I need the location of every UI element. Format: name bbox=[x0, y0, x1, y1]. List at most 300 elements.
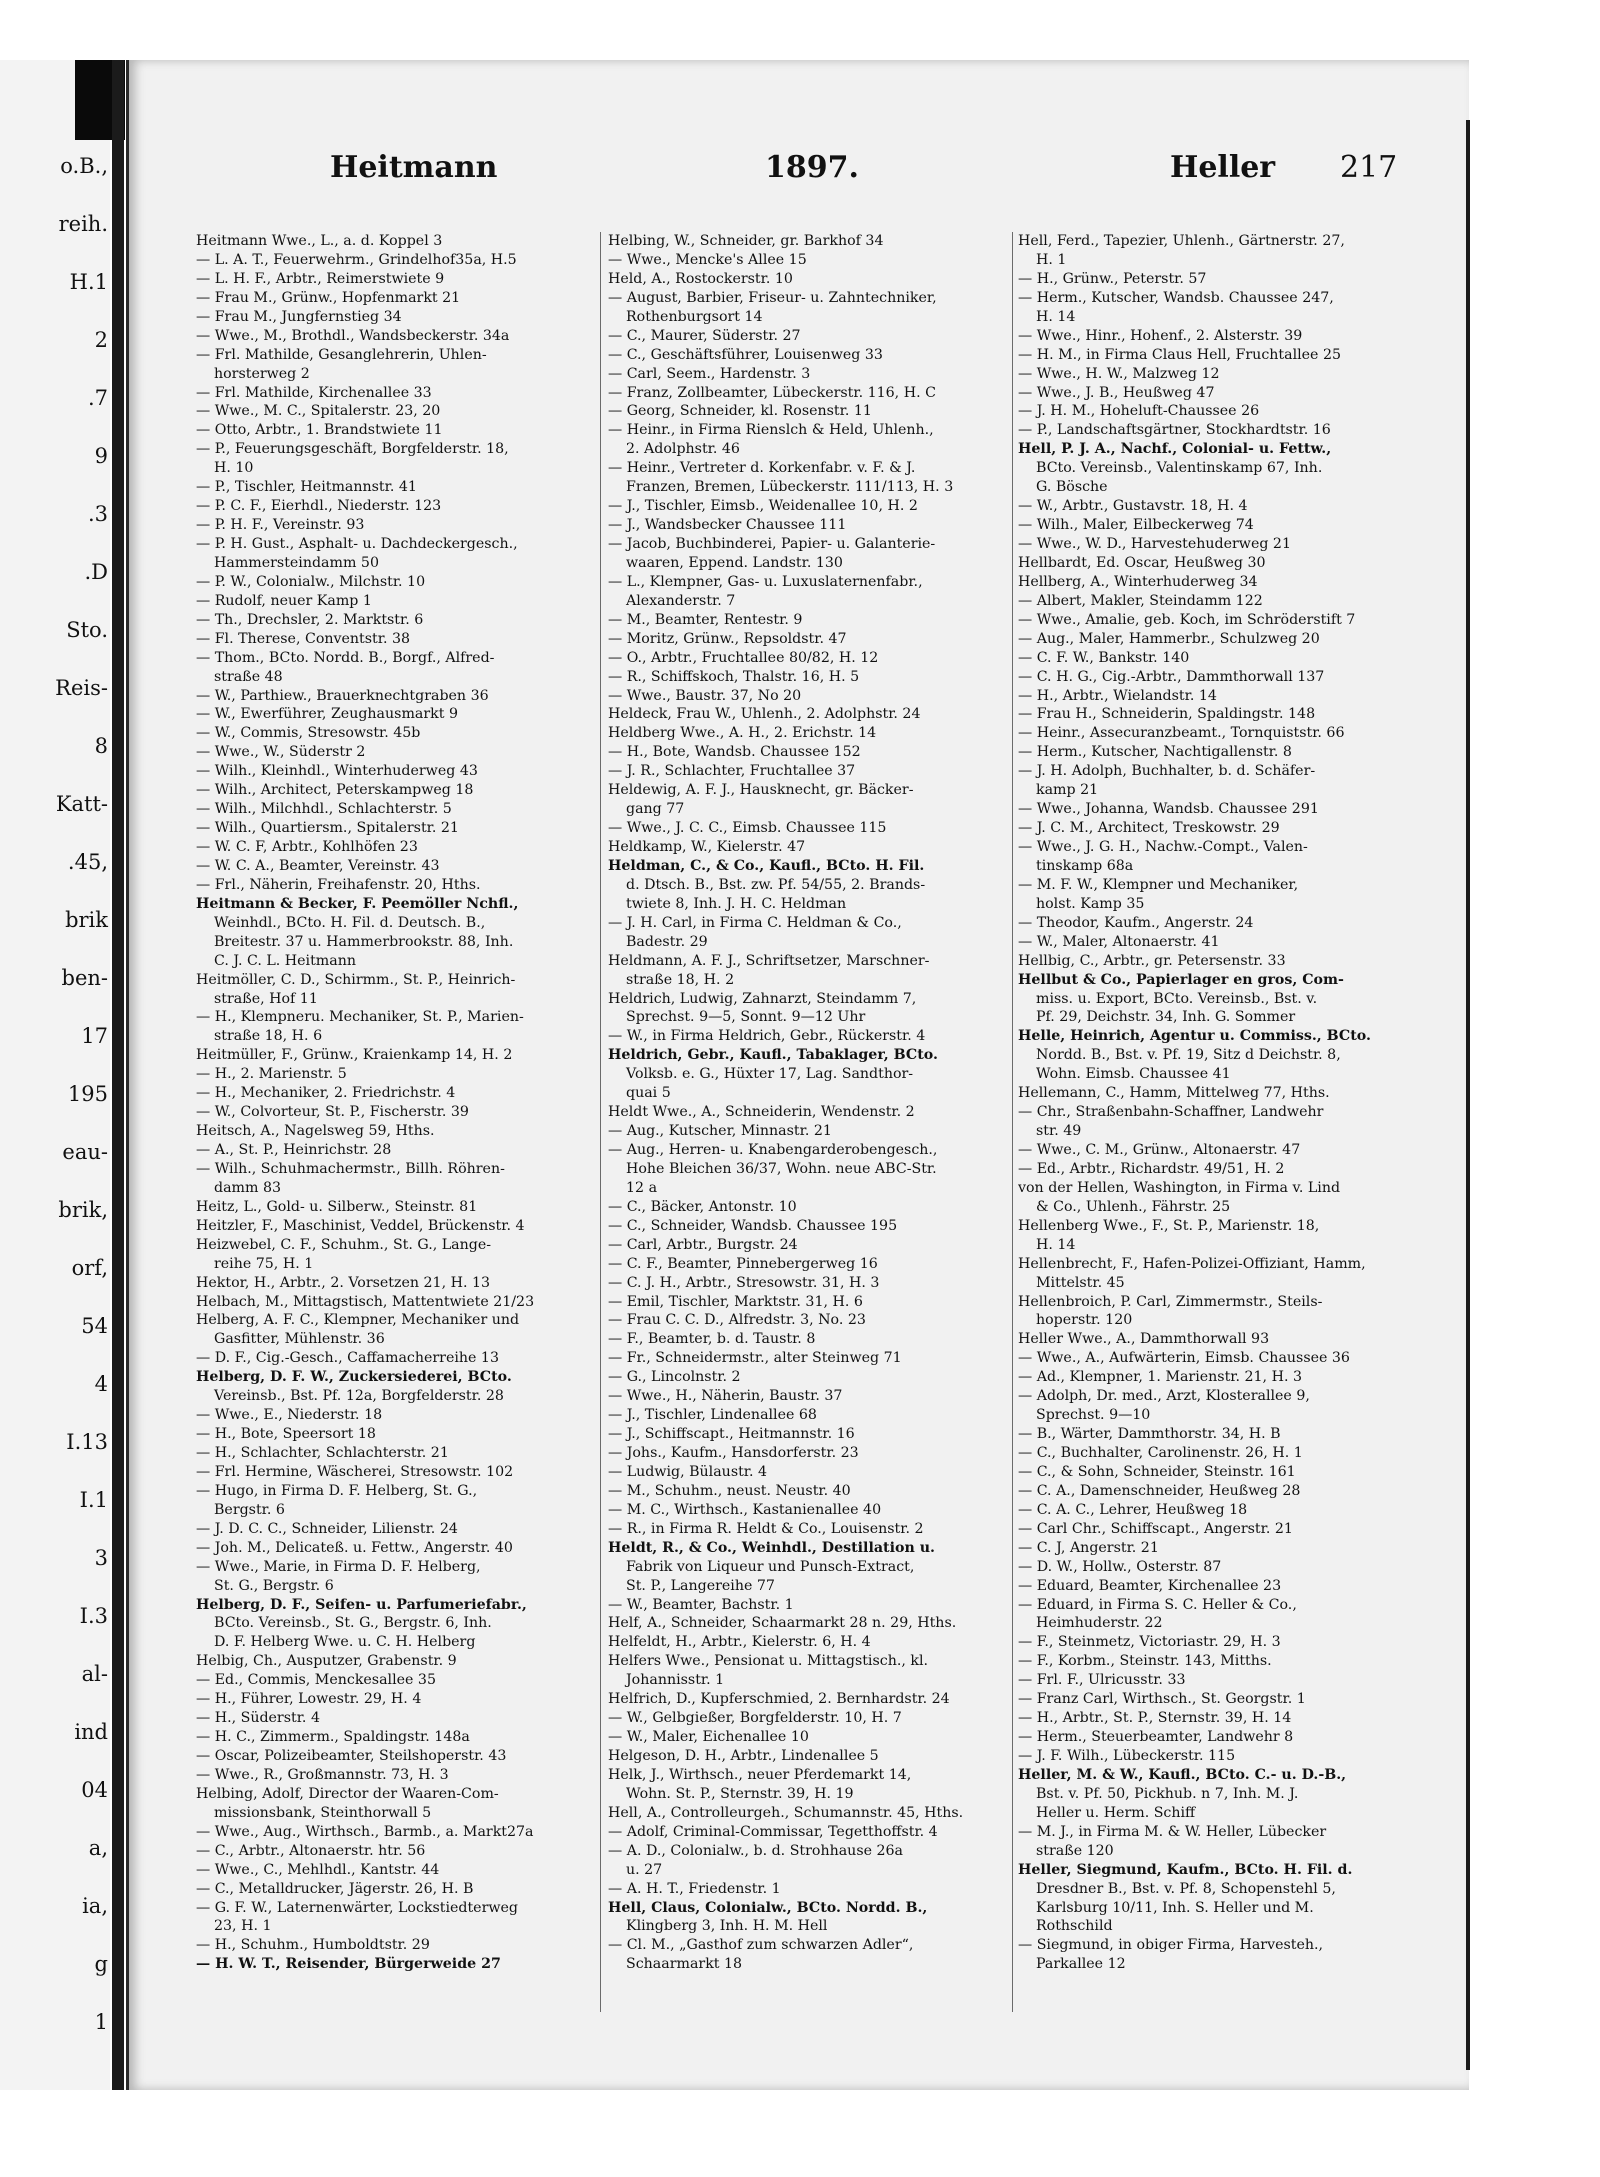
directory-entry-line: Karlsburg 10/11, Inh. S. Heller und M. bbox=[1036, 1899, 1314, 1916]
directory-entry-line: Volksb. e. G., Hüxter 17, Lag. Sandthor- bbox=[626, 1066, 914, 1083]
directory-entry-line: H. 10 bbox=[214, 460, 254, 477]
directory-entry-line: Sprechst. 9—10 bbox=[1036, 1407, 1151, 1424]
directory-entry-line: — Frl. Mathilde, Gesanglehrerin, Uhlen- bbox=[196, 346, 487, 363]
directory-entry-line: — Wwe., R., Großmannstr. 73, H. 3 bbox=[196, 1766, 449, 1783]
directory-entry-line: Helbach, M., Mittagstisch, Mattentwiete 21/23 bbox=[196, 1293, 535, 1310]
left-page-fragment bbox=[0, 60, 110, 2090]
directory-entry-line: — Th., Drechsler, 2. Marktstr. 6 bbox=[196, 611, 424, 628]
directory-entry-line: Helberg, D. F., Seifen- u. Parfumeriefabr., bbox=[196, 1596, 527, 1613]
directory-entry-line: — Wwe., M. C., Spitalerstr. 23, 20 bbox=[196, 403, 441, 420]
header-year: 1897. bbox=[765, 150, 859, 185]
directory-entry-line: — H., Schuhm., Humboldtstr. 29 bbox=[196, 1937, 430, 1954]
directory-entry-line: — H., Arbtr., Wielandstr. 14 bbox=[1018, 687, 1217, 704]
directory-entry-line: Hellbig, C., Arbtr., gr. Petersenstr. 33 bbox=[1018, 952, 1286, 969]
directory-entry-line: — Wilh., Kleinhdl., Winterhuderweg 43 bbox=[196, 763, 478, 780]
directory-entry-line: — A. D., Colonialw., b. d. Strohhause 26a bbox=[608, 1842, 904, 1859]
directory-entry-line: Badestr. 29 bbox=[626, 933, 708, 950]
directory-entry-line: — J. C. M., Architect, Treskowstr. 29 bbox=[1018, 820, 1280, 837]
directory-entry-line: C. J. C. L. Heitmann bbox=[214, 952, 356, 969]
directory-entry-line: d. Dtsch. B., Bst. zw. Pf. 54/55, 2. Brands- bbox=[626, 876, 926, 893]
directory-entry-line: Mittelstr. 45 bbox=[1036, 1274, 1125, 1291]
left-page-text: 17 bbox=[81, 1024, 108, 1048]
directory-entry-line: BCto. Vereinsb., St. G., Bergstr. 6, Inh. bbox=[214, 1615, 492, 1632]
directory-entry-line: Helbig, Ch., Ausputzer, Grabenstr. 9 bbox=[196, 1653, 457, 1670]
directory-entry-line: — F., Beamter, b. d. Taustr. 8 bbox=[608, 1331, 816, 1348]
directory-entry-line: straße 18, H. 6 bbox=[214, 1028, 323, 1045]
directory-entry-line: — R., Schiffskoch, Thalstr. 16, H. 5 bbox=[608, 668, 860, 685]
directory-entry-line: — Frl. F., Ulricusstr. 33 bbox=[1018, 1672, 1186, 1689]
directory-entry-line: Klingberg 3, Inh. H. M. Hell bbox=[626, 1918, 828, 1935]
directory-entry-line: Gasfitter, Mühlenstr. 36 bbox=[214, 1331, 385, 1348]
left-page-text: eau- bbox=[62, 1140, 108, 1164]
directory-entry-line: Heitz, L., Gold- u. Silberw., Steinstr. 81 bbox=[196, 1198, 478, 1215]
directory-entry-line: Helle, Heinrich, Agentur u. Commiss., BCto. bbox=[1018, 1028, 1371, 1045]
directory-entry-line: — J., Wandsbecker Chaussee 111 bbox=[608, 517, 847, 534]
directory-entry-line: — W., Gelbgießer, Borgfelderstr. 10, H. 7 bbox=[608, 1710, 902, 1727]
directory-entry-line: — Wwe., Marie, in Firma D. F. Helberg, bbox=[196, 1558, 481, 1575]
directory-entry-line: BCto. Vereinsb., Valentinskamp 67, Inh. bbox=[1036, 460, 1323, 477]
directory-entry-line: — Wwe., Amalie, geb. Koch, im Schröderstift 7 bbox=[1018, 611, 1356, 628]
left-page-text: Sto. bbox=[66, 618, 108, 642]
directory-entry-line: Bst. v. Pf. 50, Pickhub. n 7, Inh. M. J. bbox=[1036, 1785, 1299, 1802]
directory-entry-line: — Adolph, Dr. med., Arzt, Klosterallee 9, bbox=[1018, 1388, 1310, 1405]
directory-entry-line: — Wilh., Quartiersm., Spitalerstr. 21 bbox=[196, 820, 459, 837]
directory-entry-line: Helberg, D. F. W., Zuckersiederei, BCto. bbox=[196, 1369, 512, 1386]
directory-entry-line: H. 14 bbox=[1036, 1236, 1076, 1253]
directory-entry-line: — H., Grünw., Peterstr. 57 bbox=[1018, 270, 1207, 287]
directory-entry-line: Bergstr. 6 bbox=[214, 1501, 285, 1518]
left-page-text: o.B., bbox=[60, 154, 108, 178]
directory-entry-line: — Chr., Straßenbahn-Schaffner, Landwehr bbox=[1018, 1104, 1324, 1121]
directory-entry-line: Vereinsb., Bst. Pf. 12a, Borgfelderstr. 28 bbox=[214, 1388, 504, 1405]
directory-entry-line: Heldman, C., & Co., Kaufl., BCto. H. Fil. bbox=[608, 857, 925, 874]
directory-entry-line: Nordd. B., Bst. v. Pf. 19, Sitz d Deichstr. 8, bbox=[1036, 1047, 1341, 1064]
directory-entry-line: — Hugo, in Firma D. F. Helberg, St. G., bbox=[196, 1482, 478, 1499]
directory-entry-line: — D. W., Hollw., Osterstr. 87 bbox=[1018, 1558, 1222, 1575]
directory-entry-line: Heldkamp, W., Kielerstr. 47 bbox=[608, 839, 806, 855]
directory-entry-line: Heller, M. & W., Kaufl., BCto. C.- u. D.-B., bbox=[1018, 1766, 1347, 1783]
directory-entry-line: Alexanderstr. 7 bbox=[626, 592, 736, 609]
directory-entry-line: Johannisstr. 1 bbox=[626, 1672, 725, 1689]
directory-entry-line: — W., Maler, Eichenallee 10 bbox=[608, 1729, 809, 1746]
directory-entry-line: Helfers Wwe., Pensionat u. Mittagstisch., kl. bbox=[608, 1653, 929, 1670]
directory-entry-line: Heller Wwe., A., Dammthorwall 93 bbox=[1018, 1331, 1270, 1348]
directory-entry-line: Heldeck, Frau W., Uhlenh., 2. Adolphstr. 24 bbox=[608, 706, 921, 723]
directory-entry-line: Heitmann & Becker, F. Peemöller Nchfl., bbox=[196, 895, 519, 912]
left-page-text: H.1 bbox=[69, 270, 108, 294]
directory-entry-line: Held, A., Rostockerstr. 10 bbox=[608, 270, 793, 287]
left-page-text: al- bbox=[81, 1662, 108, 1686]
directory-entry-line: reihe 75, H. 1 bbox=[214, 1255, 314, 1272]
directory-entry-line: — P., Landschaftsgärtner, Stockhardtstr. 16 bbox=[1018, 422, 1331, 439]
directory-entry-line: — F., Korbm., Steinstr. 143, Mitths. bbox=[1018, 1653, 1272, 1670]
directory-entry-line: Helbing, W., Schneider, gr. Barkhof 34 bbox=[608, 233, 884, 249]
directory-entry-line: St. G., Bergstr. 6 bbox=[214, 1577, 334, 1594]
directory-entry-line: str. 49 bbox=[1036, 1123, 1082, 1140]
directory-entry-line: — Cl. M., „Gasthof zum schwarzen Adler“, bbox=[608, 1937, 914, 1954]
directory-entry-line: — Theodor, Kaufm., Angerstr. 24 bbox=[1018, 914, 1254, 931]
directory-entry-line: — C. H. G., Cig.-Arbtr., Dammthorwall 137 bbox=[1018, 668, 1325, 685]
directory-entry-line: — Franz, Zollbeamter, Lübeckerstr. 116, H. C bbox=[608, 384, 936, 401]
directory-entry-line: — Fr., Schneidermstr., alter Steinweg 71 bbox=[608, 1350, 902, 1367]
directory-entry-line: — M. J., in Firma M. & W. Heller, Lübecker bbox=[1018, 1823, 1327, 1840]
directory-entry-line: — W., in Firma Heldrich, Gebr., Rückerstr. 4 bbox=[608, 1028, 926, 1045]
directory-entry-line: Heldrich, Gebr., Kaufl., Tabaklager, BCto. bbox=[608, 1047, 938, 1064]
directory-entry-line: Hektor, H., Arbtr., 2. Vorsetzen 21, H. 13 bbox=[196, 1274, 491, 1291]
directory-entry-line: Heldt Wwe., A., Schneiderin, Wendenstr. 2 bbox=[608, 1104, 915, 1121]
directory-entry-line: — W., Commis, Stresowstr. 45b bbox=[196, 725, 421, 742]
directory-entry-line: — C., Bäcker, Antonstr. 10 bbox=[608, 1198, 797, 1215]
directory-entry-line: — P., Feuerungsgeschäft, Borgfelderstr. 18, bbox=[196, 441, 509, 458]
directory-entry-line: — G. F. W., Laternenwärter, Lockstiedterweg bbox=[196, 1899, 518, 1916]
entries-column-1 bbox=[196, 232, 602, 2012]
directory-entry-line: missionsbank, Steinthorwall 5 bbox=[214, 1804, 432, 1821]
directory-entry-line: — Eduard, in Firma S. C. Heller & Co., bbox=[1018, 1596, 1297, 1613]
directory-entry-line: — Herm., Kutscher, Wandsb. Chaussee 247, bbox=[1018, 289, 1334, 306]
directory-entry-line: — H., Schlachter, Schlachterstr. 21 bbox=[196, 1445, 449, 1461]
directory-entry-line: — Carl, Arbtr., Burgstr. 24 bbox=[608, 1236, 798, 1253]
directory-entry-line: Parkallee 12 bbox=[1036, 1956, 1126, 1973]
left-page-text: .D bbox=[84, 560, 108, 584]
directory-entry-line: Heldberg Wwe., A. H., 2. Erichstr. 14 bbox=[608, 725, 877, 742]
directory-entry-line: 23, H. 1 bbox=[214, 1918, 272, 1935]
directory-entry-line: Heitzler, F., Maschinist, Veddel, Brückenstr. 4 bbox=[196, 1217, 525, 1234]
directory-entry-line: — C., Maurer, Süderstr. 27 bbox=[608, 327, 801, 344]
page-edge bbox=[1466, 120, 1470, 2070]
directory-entry-line: Wohn. Eimsb. Chaussee 41 bbox=[1036, 1066, 1231, 1083]
directory-entry-line: — W. C. F, Arbtr., Kohlhöfen 23 bbox=[196, 839, 418, 855]
directory-entry-line: gang 77 bbox=[626, 801, 685, 818]
left-page-text: reih. bbox=[58, 212, 108, 236]
directory-entry-line: Hohe Bleichen 36/37, Wohn. neue ABC-Str. bbox=[626, 1160, 937, 1177]
directory-entry-line: Heitsch, A., Nagelsweg 59, Hths. bbox=[196, 1123, 435, 1140]
directory-entry-line: H. 14 bbox=[1036, 308, 1076, 325]
directory-entry-line: — B., Wärter, Dammthorstr. 34, H. B bbox=[1018, 1426, 1281, 1443]
directory-entry-line: Heitmann Wwe., L., a. d. Koppel 3 bbox=[196, 233, 443, 249]
directory-entry-line: — L. H. F., Arbtr., Reimerstwiete 9 bbox=[196, 270, 445, 287]
directory-entry-line: — F., Steinmetz, Victoriastr. 29, H. 3 bbox=[1018, 1634, 1281, 1651]
directory-entry-line: — C., Schneider, Wandsb. Chaussee 195 bbox=[608, 1217, 898, 1234]
left-page-text: a, bbox=[88, 1836, 108, 1860]
directory-entry-line: hoperstr. 120 bbox=[1036, 1312, 1133, 1329]
directory-entry-line: — J. H. Carl, in Firma C. Heldman & Co., bbox=[608, 914, 902, 931]
directory-entry-line: — Wwe., A., Aufwärterin, Eimsb. Chaussee 36 bbox=[1018, 1350, 1350, 1367]
directory-entry-line: — W., Parthiew., Brauerknechtgraben 36 bbox=[196, 687, 489, 704]
directory-entry-line: — M. C., Wirthsch., Kastanienallee 40 bbox=[608, 1501, 882, 1518]
directory-entry-line: — H., Mechaniker, 2. Friedrichstr. 4 bbox=[196, 1085, 456, 1102]
directory-entry-line: 2. Adolphstr. 46 bbox=[626, 441, 740, 458]
left-page-text: I.3 bbox=[79, 1604, 108, 1628]
directory-entry-line: — Wwe., Baustr. 37, No 20 bbox=[608, 687, 802, 704]
left-page-text: brik bbox=[65, 908, 108, 932]
directory-entry-line: — Oscar, Polizeibeamter, Steilshoperstr. 43 bbox=[196, 1748, 507, 1764]
directory-entry-line: Pf. 29, Deichstr. 34, Inh. G. Sommer bbox=[1036, 1009, 1296, 1026]
directory-entry-line: — Wwe., J. G. H., Nachw.-Compt., Valen- bbox=[1018, 839, 1308, 855]
left-page-text: g bbox=[94, 1952, 108, 1976]
directory-entry-line: — Emil, Tischler, Marktstr. 31, H. 6 bbox=[608, 1293, 863, 1310]
directory-entry-line: — Wilh., Schuhmachermstr., Billh. Röhren- bbox=[196, 1160, 505, 1177]
directory-entry-line: Heitmöller, C. D., Schirmm., St. P., Heinrich- bbox=[196, 971, 516, 988]
directory-entry-line: — Albert, Makler, Steindamm 122 bbox=[1018, 592, 1263, 609]
directory-entry-line: — H. W. T., Reisender, Bürgerweide 27 bbox=[196, 1956, 501, 1973]
directory-entry-line: Helk, J., Wirthsch., neuer Pferdemarkt 14, bbox=[608, 1766, 912, 1783]
directory-entry-line: Heller u. Herm. Schiff bbox=[1036, 1804, 1196, 1821]
directory-entry-line: Fabrik von Liqueur und Punsch-Extract, bbox=[626, 1558, 915, 1575]
page-number: 217 bbox=[1340, 150, 1398, 185]
directory-entry-line: straße 18, H. 2 bbox=[626, 971, 735, 988]
directory-entry-line: — Otto, Arbtr., 1. Brandstwiete 11 bbox=[196, 422, 443, 439]
directory-entry-line: — Aug., Herren- u. Knabengarderobengesch., bbox=[608, 1142, 938, 1158]
directory-entry-line: — C. A. C., Lehrer, Heußweg 18 bbox=[1018, 1501, 1248, 1518]
left-page-text: 2 bbox=[94, 328, 108, 352]
directory-entry-line: — Wwe., J. B., Heußweg 47 bbox=[1018, 384, 1215, 401]
directory-entry-line: — Heinr., Vertreter d. Korkenfabr. v. F. & J. bbox=[608, 460, 916, 477]
directory-entry-line: — H., Süderstr. 4 bbox=[196, 1710, 320, 1727]
directory-entry-line: Heller, Siegmund, Kaufm., BCto. H. Fil. d. bbox=[1018, 1861, 1353, 1878]
directory-entry-line: — Siegmund, in obiger Firma, Harvesteh., bbox=[1018, 1937, 1324, 1954]
directory-entry-line: Heitmüller, F., Grünw., Kraienkamp 14, H. 2 bbox=[196, 1047, 513, 1064]
directory-entry-line: — H. C., Zimmerm., Spaldingstr. 148a bbox=[196, 1729, 470, 1746]
directory-entry-line: — M. F. W., Klempner und Mechaniker, bbox=[1018, 876, 1299, 893]
directory-entry-line: — J. F. Wilh., Lübeckerstr. 115 bbox=[1018, 1748, 1236, 1764]
directory-entry-line: — C., & Sohn, Schneider, Steinstr. 161 bbox=[1018, 1463, 1296, 1480]
directory-entry-line: — Joh. M., Delicateß. u. Fettw., Angerstr. 40 bbox=[196, 1539, 513, 1556]
directory-entry-line: — Frau M., Grünw., Hopfenmarkt 21 bbox=[196, 289, 461, 306]
directory-entry-line: Hellbardt, Ed. Oscar, Heußweg 30 bbox=[1018, 554, 1266, 571]
left-page-text: .45, bbox=[67, 850, 108, 874]
directory-entry-line: straße 48 bbox=[214, 668, 283, 685]
directory-entry-line: Heimhuderstr. 22 bbox=[1036, 1615, 1163, 1632]
directory-entry-line: — H., Arbtr., St. P., Sternstr. 39, H. 14 bbox=[1018, 1710, 1292, 1727]
directory-entry-line: quai 5 bbox=[626, 1085, 671, 1102]
directory-entry-line: miss. u. Export, BCto. Vereinsb., Bst. v. bbox=[1036, 990, 1318, 1007]
directory-entry-line: Hell, Claus, Colonialw., BCto. Nordd. B., bbox=[608, 1899, 928, 1916]
directory-entry-line: — J. H. M., Hoheluft-Chaussee 26 bbox=[1018, 403, 1260, 420]
directory-entry-line: — A., St. P., Heinrichstr. 28 bbox=[196, 1142, 392, 1158]
directory-entry-line: — G., Lincolnstr. 2 bbox=[608, 1369, 741, 1386]
directory-entry-line: Weinhdl., BCto. H. Fil. d. Deutsch. B., bbox=[214, 914, 486, 931]
left-page-text: ben- bbox=[61, 966, 108, 990]
directory-entry-line: — H. M., in Firma Claus Hell, Fruchtallee 25 bbox=[1018, 346, 1341, 363]
directory-entry-line: u. 27 bbox=[626, 1861, 663, 1878]
directory-entry-line: — Ludwig, Bülaustr. 4 bbox=[608, 1463, 768, 1480]
directory-entry-line: Heldt, R., & Co., Weinhdl., Destillation u. bbox=[608, 1539, 935, 1556]
directory-entry-line: — H., Bote, Wandsb. Chaussee 152 bbox=[608, 744, 861, 761]
left-page-text: I.1 bbox=[79, 1488, 108, 1512]
directory-entry-line: — C., Metalldrucker, Jägerstr. 26, H. B bbox=[196, 1880, 474, 1897]
directory-entry-line: — Wwe., Hinr., Hohenf., 2. Alsterstr. 39 bbox=[1018, 327, 1303, 344]
directory-entry-line: — Ed., Commis, Menckesallee 35 bbox=[196, 1672, 436, 1689]
directory-entry-line: Franzen, Bremen, Lübeckerstr. 111/113, H. 3 bbox=[626, 479, 954, 496]
directory-entry-line: twiete 8, Inh. J. H. C. Heldman bbox=[626, 895, 847, 912]
left-page-text: Katt- bbox=[55, 792, 108, 816]
directory-entry-line: — Carl Chr., Schiffscapt., Angerstr. 21 bbox=[1018, 1520, 1293, 1537]
left-page-text: 195 bbox=[67, 1082, 108, 1106]
directory-entry-line: — W., Beamter, Bachstr. 1 bbox=[608, 1596, 794, 1613]
directory-entry-line: — Frl., Näherin, Freihafenstr. 20, Hths. bbox=[196, 876, 481, 893]
left-page-text: brik, bbox=[58, 1198, 108, 1222]
directory-entry-line: — H., Bote, Speersort 18 bbox=[196, 1426, 376, 1443]
directory-entry-line: — C. J, Angerstr. 21 bbox=[1018, 1539, 1159, 1556]
header-right-keyword: Heller bbox=[1170, 150, 1276, 185]
directory-entry-line: — Aug., Kutscher, Minnastr. 21 bbox=[608, 1123, 832, 1140]
directory-entry-line: — Aug., Maler, Hammerbr., Schulzweg 20 bbox=[1018, 630, 1320, 647]
left-page-text: ind bbox=[74, 1720, 108, 1744]
directory-entry-line: Heizwebel, C. F., Schuhm., St. G., Lange- bbox=[196, 1236, 492, 1253]
header-left-keyword: Heitmann bbox=[330, 150, 498, 185]
directory-entry-line: — Johs., Kaufm., Hansdorferstr. 23 bbox=[608, 1445, 859, 1461]
directory-entry-line: — H., Führer, Lowestr. 29, H. 4 bbox=[196, 1691, 422, 1708]
directory-entry-line: waaren, Eppend. Landstr. 130 bbox=[626, 554, 843, 571]
left-page-text: 54 bbox=[81, 1314, 108, 1338]
entries-column-2 bbox=[608, 232, 1014, 2012]
directory-entry-line: — Wilh., Milchhdl., Schlachterstr. 5 bbox=[196, 801, 452, 818]
directory-entry-line: horsterweg 2 bbox=[214, 365, 310, 382]
directory-entry-line: Breitestr. 37 u. Hammerbrookstr. 88, Inh. bbox=[214, 933, 514, 950]
directory-entry-line: — J., Schiffscapt., Heitmannstr. 16 bbox=[608, 1426, 855, 1443]
directory-entry-line: — Frau C. C. D., Alfredstr. 3, No. 23 bbox=[608, 1312, 866, 1329]
directory-entry-line: Hellenbrecht, F., Hafen-Polizei-Offiziant, Hamm, bbox=[1018, 1255, 1366, 1272]
directory-entry-line: — Wwe., C., Mehlhdl., Kantstr. 44 bbox=[196, 1861, 440, 1878]
directory-entry-line: — Wwe., Aug., Wirthsch., Barmb., a. Markt27a bbox=[196, 1823, 534, 1840]
directory-entry-line: — D. F., Cig.-Gesch., Caffamacherreihe 13 bbox=[196, 1350, 499, 1367]
directory-entry-line: Hellberg, A., Winterhuderweg 34 bbox=[1018, 573, 1258, 590]
directory-entry-line: Helgeson, D. H., Arbtr., Lindenallee 5 bbox=[608, 1748, 879, 1764]
left-page-text: .3 bbox=[87, 502, 108, 526]
directory-entry-line: Hellenberg Wwe., F., St. P., Marienstr. 18, bbox=[1018, 1217, 1320, 1234]
directory-entry-line: Helf, A., Schneider, Schaarmarkt 28 n. 29, Hths. bbox=[608, 1615, 957, 1632]
directory-entry-line: 12 a bbox=[626, 1179, 658, 1196]
directory-entry-line: — W. C. A., Beamter, Vereinstr. 43 bbox=[196, 857, 440, 874]
book-spine bbox=[112, 60, 124, 2090]
directory-entry-line: — Ad., Klempner, 1. Marienstr. 21, H. 3 bbox=[1018, 1369, 1302, 1386]
directory-entry-line: Hell, P. J. A., Nachf., Colonial- u. Fettw., bbox=[1018, 441, 1332, 458]
left-page-text: ia, bbox=[82, 1894, 108, 1918]
directory-entry-line: — J. R., Schlachter, Fruchtallee 37 bbox=[608, 763, 856, 780]
directory-entry-line: Hellenbroich, P. Carl, Zimmermstr., Steils- bbox=[1018, 1293, 1323, 1310]
directory-entry-line: — R., in Firma R. Heldt & Co., Louisenstr. 2 bbox=[608, 1520, 924, 1537]
directory-entry-line: — Carl, Seem., Hardenstr. 3 bbox=[608, 365, 811, 382]
directory-entry-line: Helberg, A. F. C., Klempner, Mechaniker und bbox=[196, 1312, 520, 1329]
directory-entry-line: damm 83 bbox=[214, 1179, 282, 1196]
directory-entry-line: G. Bösche bbox=[1036, 479, 1108, 496]
directory-entry-line: Dresdner B., Bst. v. Pf. 8, Schopenstehl 5, bbox=[1036, 1880, 1336, 1897]
directory-entry-line: — M., Beamter, Rentestr. 9 bbox=[608, 611, 803, 628]
directory-entry-line: — C. A., Damenschneider, Heußweg 28 bbox=[1018, 1482, 1301, 1499]
directory-entry-line: Hellemann, C., Hamm, Mittelweg 77, Hths. bbox=[1018, 1085, 1330, 1102]
directory-entry-line: — J., Tischler, Lindenallee 68 bbox=[608, 1407, 817, 1424]
directory-entry-line: tinskamp 68a bbox=[1036, 857, 1134, 874]
directory-entry-line: Rothenburgsort 14 bbox=[626, 308, 763, 325]
entries-column-3 bbox=[1018, 232, 1424, 2012]
directory-entry-line: Helfrich, D., Kupferschmied, 2. Bernhardstr. 24 bbox=[608, 1691, 950, 1708]
directory-entry-line: straße 120 bbox=[1036, 1842, 1114, 1859]
directory-entry-line: — M., Schuhm., neust. Neustr. 40 bbox=[608, 1482, 851, 1499]
directory-entry-line: — Wilh., Architect, Peterskampweg 18 bbox=[196, 782, 474, 799]
directory-entry-line: — Wwe., W. D., Harvestehuderweg 21 bbox=[1018, 536, 1291, 552]
directory-entry-line: — Wwe., M., Brothdl., Wandsbeckerstr. 34a bbox=[196, 327, 510, 344]
directory-entry-line: Sprechst. 9—5, Sonnt. 9—12 Uhr bbox=[626, 1009, 866, 1026]
directory-entry-line: — Fl. Therese, Conventstr. 38 bbox=[196, 630, 411, 647]
left-page-text: Reis- bbox=[55, 676, 108, 700]
directory-entry-line: — Wilh., Maler, Eilbeckerweg 74 bbox=[1018, 517, 1254, 534]
directory-entry-line: — C., Arbtr., Altonaerstr. htr. 56 bbox=[196, 1842, 426, 1859]
directory-entry-line: — C. F., Beamter, Pinnebergerweg 16 bbox=[608, 1255, 878, 1272]
left-page-text: orf, bbox=[71, 1256, 108, 1280]
directory-entry-line: — H., Klempneru. Mechaniker, St. P., Marien- bbox=[196, 1009, 524, 1026]
directory-entry-line: — Wwe., W., Süderstr 2 bbox=[196, 744, 366, 761]
directory-entry-line: Schaarmarkt 18 bbox=[626, 1956, 743, 1973]
directory-entry-line: Heldewig, A. F. J., Hausknecht, gr. Bäcker- bbox=[608, 782, 914, 799]
left-page-text: 8 bbox=[94, 734, 108, 758]
directory-entry-line: — C., Buchhalter, Carolinenstr. 26, H. 1 bbox=[1018, 1445, 1303, 1461]
directory-entry-line: — J., Tischler, Eimsb., Weidenallee 10, H. 2 bbox=[608, 498, 918, 515]
directory-entry-line: — W., Arbtr., Gustavstr. 18, H. 4 bbox=[1018, 498, 1248, 515]
directory-entry-line: — P. C. F., Eierhdl., Niederstr. 123 bbox=[196, 498, 442, 515]
directory-entry-line: — Franz Carl, Wirthsch., St. Georgstr. 1 bbox=[1018, 1691, 1306, 1708]
directory-entry-line: — P. W., Colonialw., Milchstr. 10 bbox=[196, 573, 426, 590]
directory-entry-line: Heldrich, Ludwig, Zahnarzt, Steindamm 7, bbox=[608, 990, 917, 1007]
directory-entry-line: — L. A. T., Feuerwehrm., Grindelhof35a, H.5 bbox=[196, 251, 517, 268]
directory-entry-line: Hell, A., Controlleurgeh., Schumannstr. 45, Hths. bbox=[608, 1804, 964, 1821]
directory-entry-line: — Wwe., Johanna, Wandsb. Chaussee 291 bbox=[1018, 801, 1319, 818]
left-page-text: 04 bbox=[81, 1778, 108, 1802]
left-page-text: I.13 bbox=[66, 1430, 108, 1454]
directory-entry-line: — O., Arbtr., Fruchtallee 80/82, H. 12 bbox=[608, 649, 879, 666]
directory-entry-line: — A. H. T., Friedenstr. 1 bbox=[608, 1880, 781, 1897]
directory-entry-line: — J. D. C. C., Schneider, Lilienstr. 24 bbox=[196, 1520, 458, 1537]
directory-entry-line: — W., Maler, Altonaerstr. 41 bbox=[1018, 933, 1220, 950]
directory-entry-line: — P. H. Gust., Asphalt- u. Dachdeckergesch., bbox=[196, 536, 518, 552]
directory-entry-line: — H., 2. Marienstr. 5 bbox=[196, 1066, 347, 1083]
directory-entry-line: straße, Hof 11 bbox=[214, 990, 318, 1007]
directory-entry-line: Hellbut & Co., Papierlager en gros, Com- bbox=[1018, 971, 1344, 988]
left-page-text: 9 bbox=[94, 444, 108, 468]
directory-entry-line: — Wwe., C. M., Grünw., Altonaerstr. 47 bbox=[1018, 1142, 1301, 1158]
directory-entry-line: von der Hellen, Washington, in Firma v. Lind bbox=[1018, 1179, 1341, 1196]
directory-entry-line: — Wwe., E., Niederstr. 18 bbox=[196, 1407, 383, 1424]
directory-entry-line: — L., Klempner, Gas- u. Luxuslaternenfabr., bbox=[608, 573, 923, 590]
directory-entry-line: — Wwe., H. W., Malzweg 12 bbox=[1018, 365, 1220, 382]
directory-entry-line: — W., Colvorteur, St. P., Fischerstr. 39 bbox=[196, 1104, 469, 1121]
directory-entry-line: Rothschild bbox=[1036, 1918, 1113, 1935]
directory-entry-line: Helbing, Adolf, Director der Waaren-Com- bbox=[196, 1785, 499, 1802]
directory-entry-line: — Jacob, Buchbinderei, Papier- u. Galanterie- bbox=[608, 536, 936, 552]
directory-entry-line: — C. J. H., Arbtr., Stresowstr. 31, H. 3 bbox=[608, 1274, 880, 1291]
directory-entry-line: — Adolf, Criminal-Commissar, Tegetthoffstr. 4 bbox=[608, 1823, 938, 1840]
directory-entry-line: — Frau H., Schneiderin, Spaldingstr. 148 bbox=[1018, 706, 1316, 723]
directory-entry-line: D. F. Helberg Wwe. u. C. H. Helberg bbox=[214, 1634, 476, 1651]
directory-entry-line: — Rudolf, neuer Kamp 1 bbox=[196, 592, 372, 609]
directory-entry-line: — Eduard, Beamter, Kirchenallee 23 bbox=[1018, 1577, 1282, 1594]
directory-entry-line: St. P., Langereihe 77 bbox=[626, 1577, 775, 1594]
directory-entry-line: Wohn. St. P., Sternstr. 39, H. 19 bbox=[626, 1785, 854, 1802]
left-page-text: .7 bbox=[87, 386, 108, 410]
directory-entry-line: — Herm., Steuerbeamter, Landwehr 8 bbox=[1018, 1729, 1294, 1746]
directory-entry-line: — August, Barbier, Friseur- u. Zahntechniker, bbox=[608, 289, 937, 306]
directory-entry-line: kamp 21 bbox=[1036, 782, 1099, 799]
directory-entry-line: Hammersteindamm 50 bbox=[214, 554, 379, 571]
directory-entry-line: Hell, Ferd., Tapezier, Uhlenh., Gärtnerstr. 27, bbox=[1018, 233, 1345, 249]
directory-entry-line: — Frl. Hermine, Wäscherei, Stresowstr. 102 bbox=[196, 1463, 514, 1480]
left-page-text: 3 bbox=[94, 1546, 108, 1570]
directory-entry-line: — Wwe., J. C. C., Eimsb. Chaussee 115 bbox=[608, 820, 887, 837]
directory-entry-line: — Thom., BCto. Nordd. B., Borgf., Alfred- bbox=[196, 649, 495, 666]
directory-entry-line: — W., Ewerführer, Zeughausmarkt 9 bbox=[196, 706, 458, 723]
directory-entry-line: H. 1 bbox=[1036, 251, 1067, 268]
directory-entry-line: — Georg, Schneider, kl. Rosenstr. 11 bbox=[608, 403, 872, 420]
left-page-text: 4 bbox=[94, 1372, 108, 1396]
